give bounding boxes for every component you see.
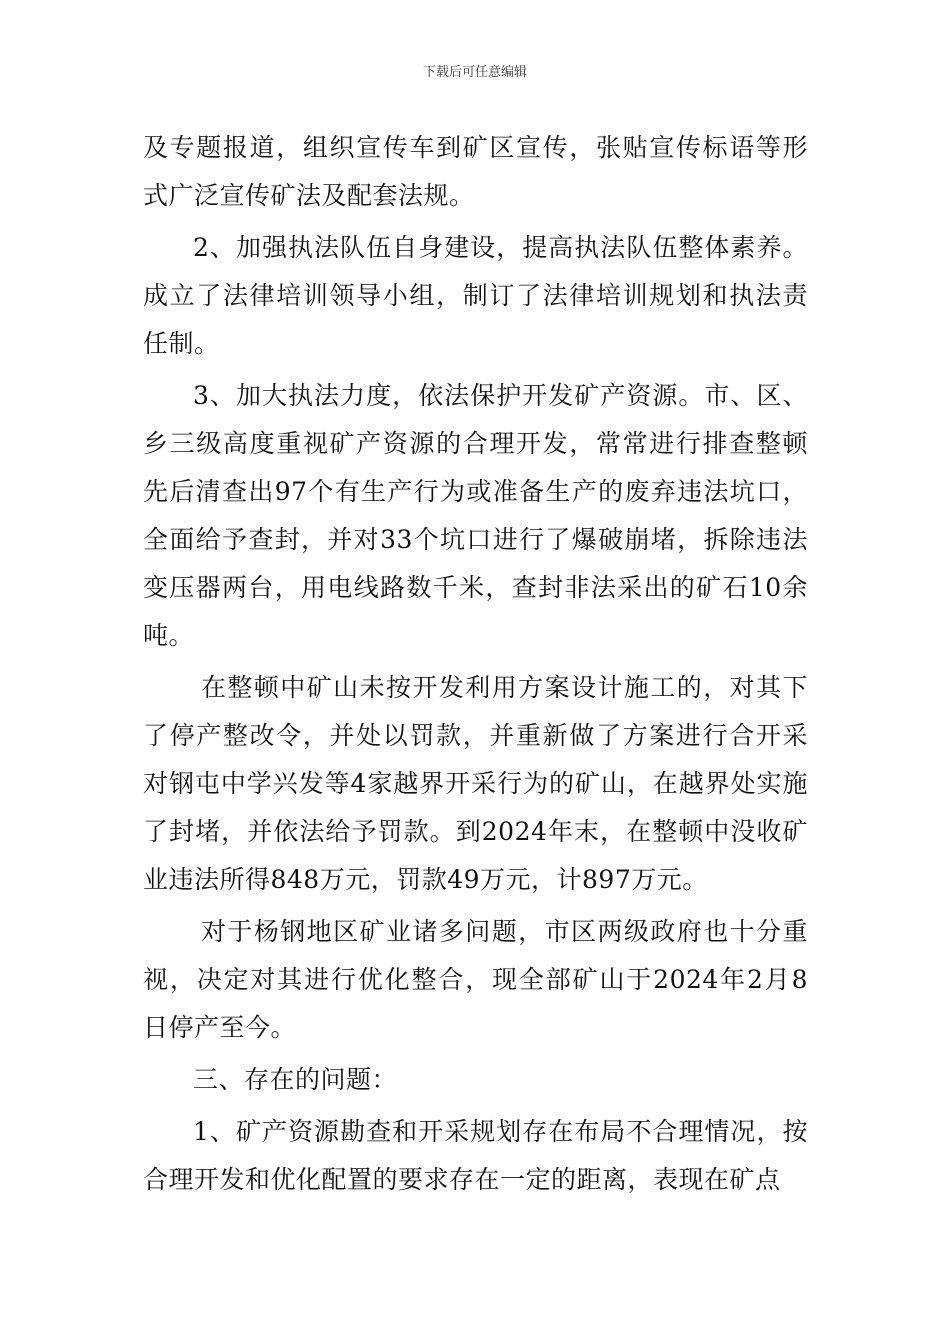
paragraph-line: 3、加大执法力度，依法保护开发矿产资源。市、区、 bbox=[193, 381, 808, 410]
paragraph bbox=[143, 1056, 808, 1104]
paragraph-line: 吨。 bbox=[143, 621, 195, 650]
paragraph-line: 任制。 bbox=[143, 329, 220, 358]
paragraph bbox=[143, 664, 808, 904]
paragraph-line: 1、矿产资源勘查和开采规划存在布局不合理情况，按 bbox=[193, 1117, 808, 1146]
paragraph bbox=[143, 224, 808, 368]
paragraph-line: 视，决定对其进行优化整合，现全部矿山于2024年2月8 bbox=[143, 965, 808, 994]
paragraph-line: 业违法所得848万元，罚款49万元，计897万元。 bbox=[143, 865, 708, 894]
paragraph-line: 了停产整改令，并处以罚款，并重新做了方案进行合开采 bbox=[143, 721, 808, 750]
paragraph-line: 在整顿中矿山未按开发利用方案设计施工的，对其下 bbox=[201, 673, 808, 702]
paragraph bbox=[143, 1108, 808, 1204]
paragraph bbox=[143, 372, 808, 660]
paragraph-line: 式广泛宣传矿法及配套法规。 bbox=[143, 181, 475, 210]
page-header: 下载后可任意编辑 bbox=[422, 65, 527, 80]
paragraph-line: 2、加强执法队伍自身建设，提高执法队伍整体素养。 bbox=[193, 233, 808, 262]
paragraph-line: 及专题报道，组织宣传车到矿区宣传，张贴宣传标语等形 bbox=[143, 133, 808, 162]
paragraph-line: 三、存在的问题： bbox=[193, 1065, 398, 1094]
paragraph-line: 先后清查出97个有生产行为或准备生产的废弃违法坑口， bbox=[143, 477, 808, 506]
paragraph bbox=[143, 908, 808, 1052]
paragraph-line: 变压器两台，用电线路数千米，查封非法采出的矿石10余 bbox=[143, 573, 808, 602]
paragraph-line: 对于杨钢地区矿业诸多问题，市区两级政府也十分重 bbox=[201, 917, 808, 946]
paragraph-line: 乡三级高度重视矿产资源的合理开发，常常进行排查整顿 bbox=[143, 429, 808, 458]
paragraph-line: 合理开发和优化配置的要求存在一定的距离，表现在矿点 bbox=[143, 1165, 781, 1194]
paragraph-line: 成立了法律培训领导小组，制订了法律培训规划和执法责 bbox=[143, 281, 808, 310]
paragraph-line: 了封堵，并依法给予罚款。到2024年末，在整顿中没收矿 bbox=[143, 817, 808, 846]
paragraph-line: 日停产至今。 bbox=[143, 1013, 297, 1042]
paragraph-line: 对钢屯中学兴发等4家越界开采行为的矿山，在越界处实施 bbox=[143, 769, 808, 798]
document-body bbox=[143, 124, 808, 1204]
paragraph-line: 全面给予查封，并对33个坑口进行了爆破崩堵，拆除违法 bbox=[143, 525, 808, 554]
paragraph bbox=[143, 124, 808, 220]
